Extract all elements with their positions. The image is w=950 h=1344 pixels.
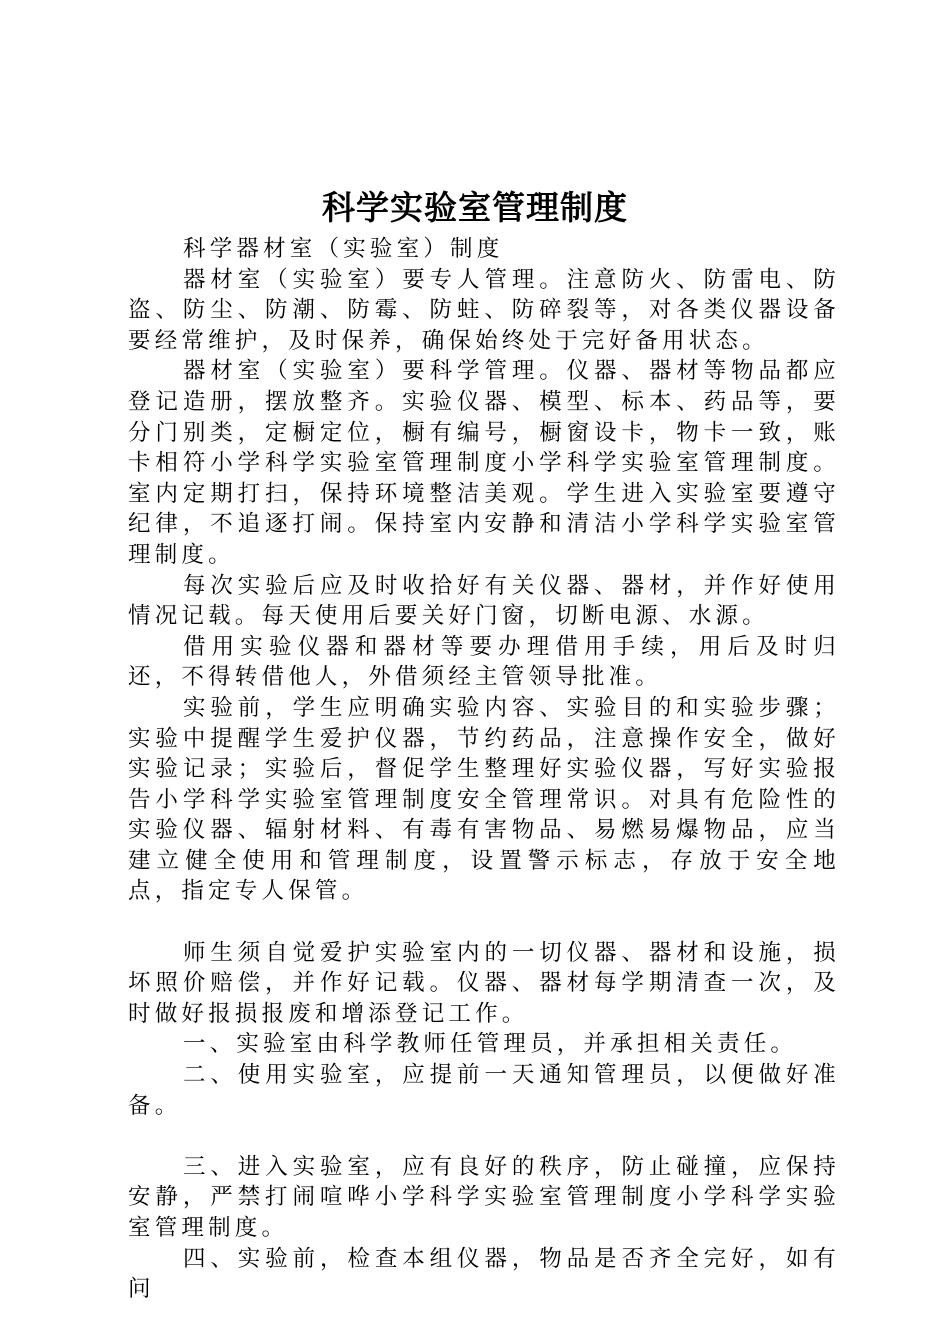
rule-item-3: 三、进入实验室，应有良好的秩序，防止碰撞，应保持安静，严禁打闹喧哗小学科学实验室管理制度小学科学实验室管理制度。 xyxy=(128,1153,840,1241)
paragraph: 每次实验后应及时收拾好有关仪器、器材，并作好使用情况记载。每天使用后要关好门窗，切断电源、水源。 xyxy=(128,572,840,630)
document-title: 科学实验室管理制度 xyxy=(322,188,628,227)
paragraph-subtitle: 科学器材室（实验室）制度 xyxy=(183,236,504,262)
paragraph: 借用实验仪器和器材等要办理借用手续，用后及时归还，不得转借他人，外借须经主管领导批准。 xyxy=(128,633,840,691)
paragraph: 师生须自觉爱护实验室内的一切仪器、器材和设施，损坏照价赔偿，并作好记载。仪器、器材每学期清查一次，及时做好报损报废和增添登记工作。 xyxy=(128,939,840,1027)
paragraph: 实验前，学生应明确实验内容、实验目的和实验步骤；实验中提醒学生爱护仪器，节约药品，注意操作安全，做好实验记录；实验后，督促学生整理好实验仪器，写好实验报告小学科学实验室管理制度安全管理常识。对具有危险性的实验仪器、辐射材料、有毒有害物品、易燃易爆物品，应当建立健全使用和管理制度，设置警示标志，存放于安全地点，指定专人保管。 xyxy=(128,694,840,905)
paragraph: 器材室（实验室）要专人管理。注意防火、防雷电、防盗、防尘、防潮、防霉、防蛀、防碎裂等，对各类仪器设备要经常维护，及时保养，确保始终处于完好备用状态。 xyxy=(128,266,840,354)
paragraph: 器材室（实验室）要科学管理。仪器、器材等物品都应登记造册，摆放整齐。实验仪器、模型、标本、药品等，要分门别类，定橱定位，橱有编号，橱窗设卡，物卡一致，账卡相符小学科学实验室管理制度小学科学实验室管理制度。室内定期打扫，保持环境整洁美观。学生进入实验室要遵守纪律，不追逐打闹。保持室内安静和清洁小学科学实验室管理制度。 xyxy=(128,358,840,568)
rule-item-4: 四、实验前，检查本组仪器，物品是否齐全完好，如有问 xyxy=(128,1245,840,1303)
document-body xyxy=(128,234,840,1305)
rule-item-1: 一、实验室由科学教师任管理员，并承担相关责任。 xyxy=(183,1031,798,1058)
rule-item-2: 二、使用实验室，应提前一天通知管理员，以便做好准备。 xyxy=(128,1062,840,1119)
